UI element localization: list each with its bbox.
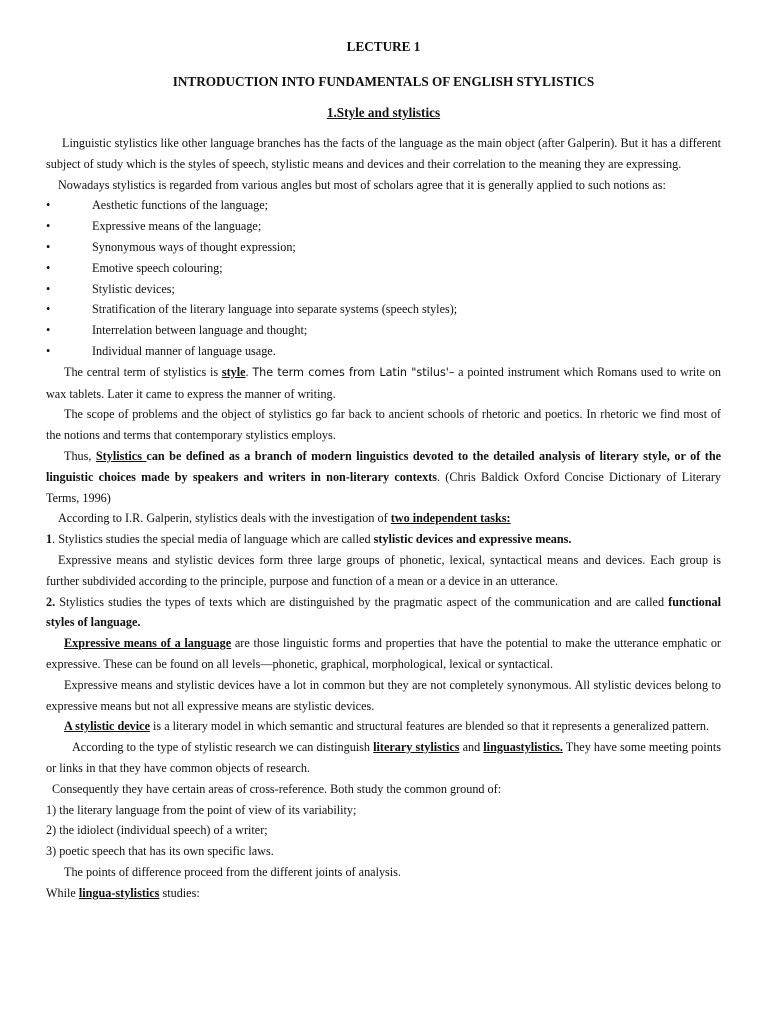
list-item-text: Stratification of the literary language into separate systems (speech styles); — [92, 302, 458, 317]
list-item-text: Expressive means of the language; — [92, 219, 262, 234]
bullet-icon: • — [46, 198, 51, 213]
paragraph-definition: Thus, Stylistics can be defined as a branch of modern linguistics devoted to the detailed analysis of literary style, or of the linguistic choices made by speakers and writers in non-literary contexts. (Chris Baldick Oxford Concise Dictionary of Literary Terms, 1996) — [46, 448, 722, 505]
bullet-icon: • — [46, 302, 51, 317]
paragraph-difference: The points of difference proceed from the different joints of analysis. — [64, 864, 401, 879]
section-heading: 1.Style and stylistics — [326, 105, 441, 120]
bullet-list — [46, 195, 721, 361]
paragraph-style-term: The central term of stylistics is style. The term comes from Latin "stilus'– a pointed instrument which Romans used to write on wax tablets. Later it came to express the manner of writing. — [46, 364, 721, 401]
paragraph-task-1: 1. Stylistics studies the special media of language which are called stylistic devices and expressive means. — [46, 532, 572, 547]
list-item-text: Interrelation between language and thought; — [92, 323, 308, 338]
paragraph-scope: The scope of problems and the object of stylistics go far back to ancient schools of rhetoric and poetics. In rhetoric we find most of the notions and terms that contemporary stylistics employs. — [46, 407, 721, 443]
bullet-icon: • — [46, 219, 51, 234]
list-item — [46, 195, 721, 216]
paragraph-intro: Linguistic stylistics like other language branches has the facts of the language as the main object (after Galperin). But it has a different subject of study which is the styles of speech, stylistic means and devices and their correlation to the meaning they are expressing. — [46, 136, 721, 171]
citation: . (Chris Baldick Oxford Concise Dictionary of Literary Terms, 1996) — [46, 469, 722, 505]
lecture-title: LECTURE 1 — [346, 39, 421, 54]
list-item — [46, 320, 721, 341]
term-lingua-stylistics: lingua-stylistics — [78, 885, 160, 900]
paragraph-cross-reference: Consequently they have certain areas of cross-reference. Both study the common ground of: — [52, 781, 502, 796]
term-devices-means: stylistic devices and expressive means. — [373, 532, 572, 547]
numbered-item: 2) the idiolect (individual speech) of a writer; — [46, 823, 268, 838]
paragraph-stylistic-device: A stylistic device is a literary model in which semantic and structural features are blended so that it represents a generalized pattern. — [64, 719, 710, 734]
definition-text: can be defined as a branch of modern linguistics devoted to the detailed analysis of literary style, or of the linguistic choices made by speakers and writers in non-literary contexts — [46, 448, 722, 484]
latin-origin-text: The term comes from Latin "stilus'– — [252, 365, 455, 379]
paragraph-expressive-means: Expressive means of a language are those linguistic forms and properties that have the potential to make the utterance emphatic or expressive. These can be found on all levels—phonetic, graphical, morphological, lexical or syntactical. — [46, 636, 721, 671]
term-stylistics: Stylistics — [95, 448, 147, 463]
term-style: style — [221, 364, 246, 379]
paragraph-galperin: According to I.R. Galperin, stylistics deals with the investigation of two independent tasks: — [58, 511, 511, 526]
list-item — [46, 237, 721, 258]
list-item-text: Aesthetic functions of the language; — [92, 198, 268, 213]
paragraph-comparison: Expressive means and stylistic devices have a lot in common but they are not completely synonymous. All stylistic devices belong to expressive means but not all expressive means are stylistic devices. — [46, 677, 721, 713]
term-functional-styles: functional styles of language. — [46, 594, 721, 630]
term-expressive-means: Expressive means of a language — [64, 636, 232, 651]
document-page — [46, 38, 721, 903]
numbered-item: 1) the literary language from the point of view of its variability; — [46, 802, 357, 817]
list-item — [46, 216, 721, 237]
list-item — [46, 279, 721, 300]
lecture-subtitle: INTRODUCTION INTO FUNDAMENTALS OF ENGLISH STYLISTICS — [172, 74, 595, 89]
list-item-text: Synonymous ways of thought expression; — [92, 239, 296, 254]
paragraph-groups: Expressive means and stylistic devices form three large groups of phonetic, lexical, syntactical means and devices. Each group is further subdivided according to the principle, purpose and function of a mean or a device in an utterance. — [46, 552, 721, 588]
term-stylistic-device: A stylistic device — [64, 719, 150, 734]
term-literary-stylistics: literary stylistics — [373, 740, 460, 755]
paragraph-task-2: 2. Stylistics studies the types of texts which are distinguished by the pragmatic aspect of the communication and are called functional styles of language. — [46, 594, 721, 630]
list-item — [46, 299, 721, 320]
list-item-text: Individual manner of language usage. — [92, 343, 276, 358]
bullet-icon: • — [46, 239, 51, 254]
paragraph-lingua-stylistics: While lingua-stylistics studies: — [46, 885, 200, 900]
paragraph-research-types: According to the type of stylistic research we can distinguish literary stylistics and linguastylistics. They have some meeting points or links in that they have common objects of research. — [46, 740, 721, 775]
bullet-icon: • — [46, 260, 51, 275]
paragraph-notions: Nowadays stylistics is regarded from various angles but most of scholars agree that it is generally applied to such notions as: — [58, 177, 666, 192]
list-item — [46, 258, 721, 279]
list-item-text: Stylistic devices; — [92, 281, 175, 296]
term-linguastylistics: linguastylistics. — [483, 740, 563, 755]
list-item — [46, 341, 721, 362]
bullet-icon: • — [46, 281, 51, 296]
list-item-text: Emotive speech colouring; — [92, 260, 223, 275]
bullet-icon: • — [46, 323, 51, 338]
term-two-tasks: two independent tasks: — [390, 511, 511, 526]
numbered-item: 3) poetic speech that has its own specific laws. — [46, 844, 274, 859]
bullet-icon: • — [46, 343, 51, 358]
